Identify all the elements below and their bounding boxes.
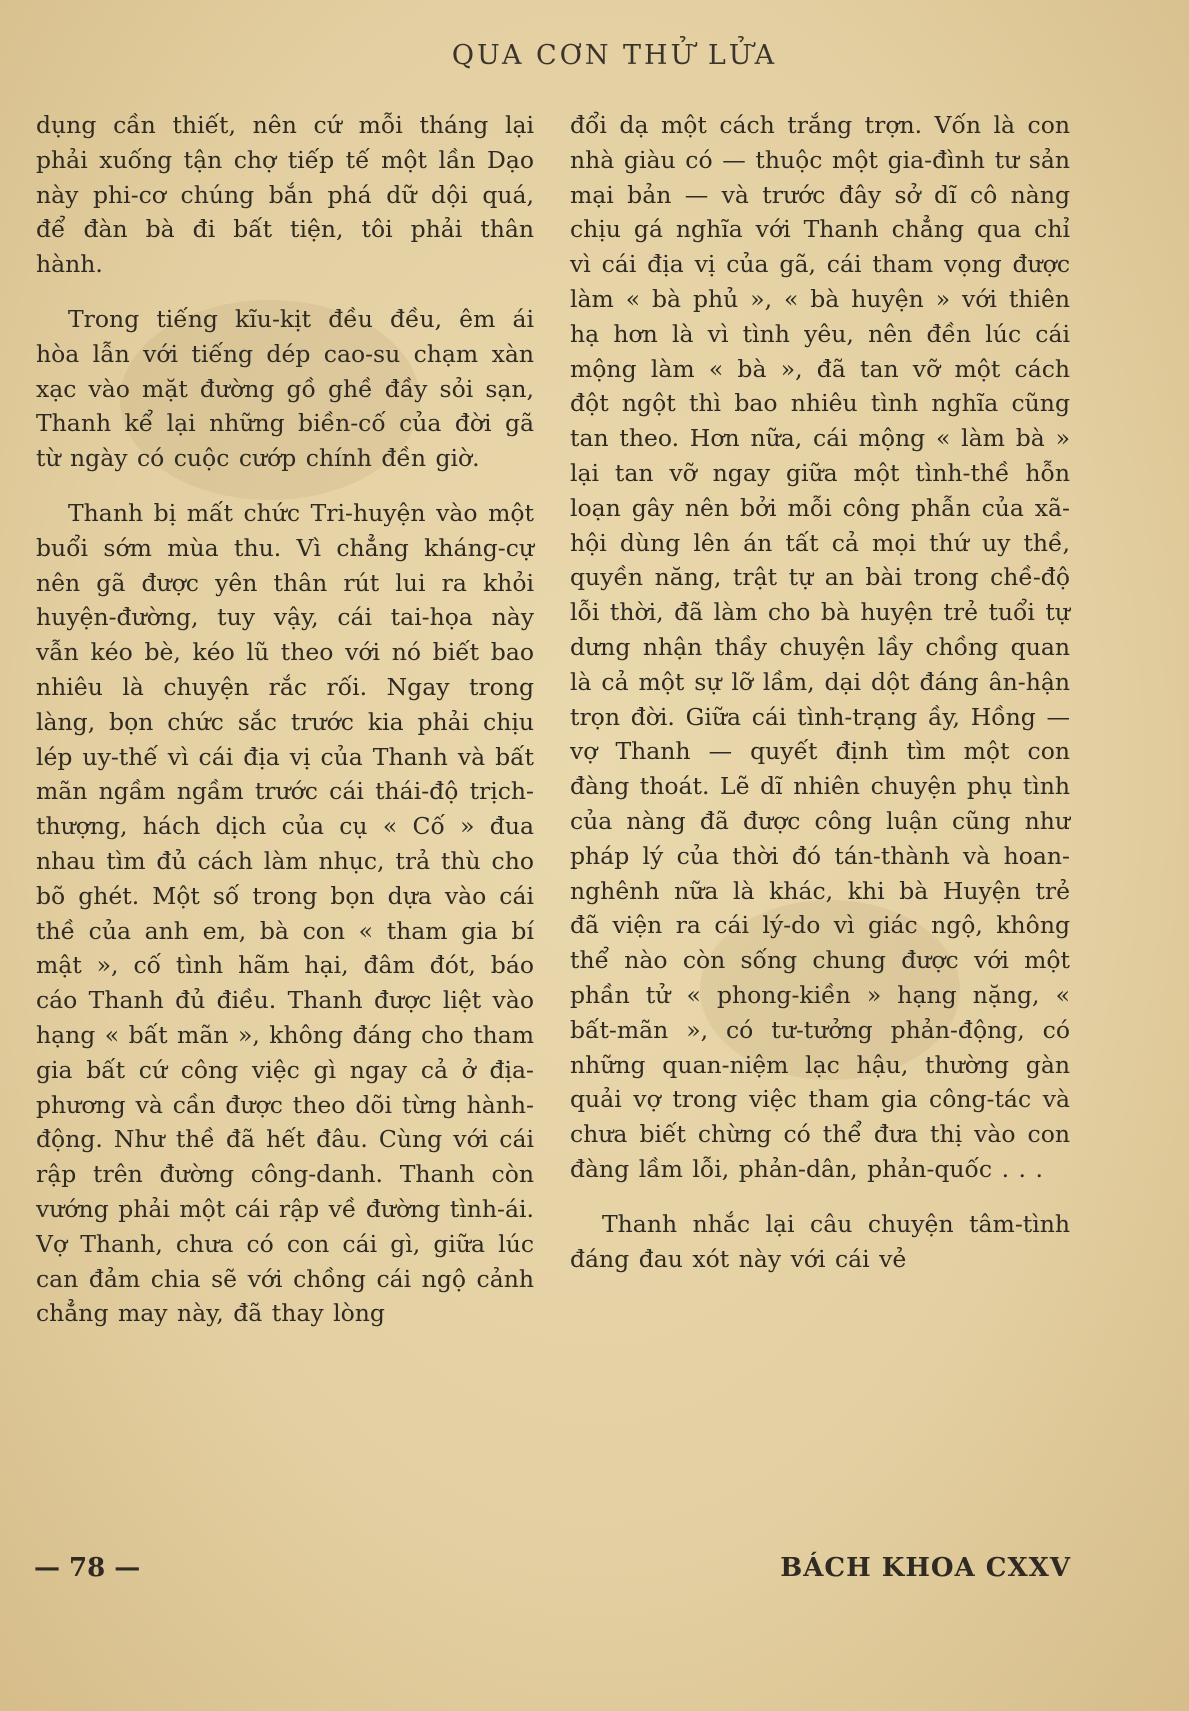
publication-name: BÁCH KHOA CXXV <box>780 1553 1071 1583</box>
paragraph: Thanh nhắc lại câu chuyện tâm-tình đáng đau xót này với cái vẻ <box>570 1209 1070 1273</box>
running-header: QUA CƠN THỬ LỬA <box>451 40 778 71</box>
paragraph: Thanh bị mất chức Tri-huyện vào một buổi sớm mùa thu. Vì chẳng kháng-cự nên gã được yên thân rút lui ra khỏi huyện-đường, tuy vậy, cái tai-họa này vẫn kéo bè, kéo lũ theo với nó biết bao nhiêu là chuyện rắc rối. Ngay trong làng, bọn chức sắc trước kia phải chịu lép uy-thế vì cái địa vị của Thanh và bất mãn ngầm ngầm trước cái thái-độ trịch-thượng, hách dịch của cụ « Cố » đua nhau tìm đủ cách làm nhục, trả thù cho bõ ghét. Một số trong bọn dựa vào cái thề của anh em, bà con « tham gia bí mật », cố tình hãm hại, đâm đót, báo cáo Thanh đủ điều. Thanh được liệt vào hạng « bất mãn », không đáng cho tham gia bất cứ công việc gì ngay cả ở địa-phương và cần được theo dõi từng hành-động. Như thề đã hết đâu. Cùng với cái rập trên đường công-danh. Thanh còn vướng phải một cái rập về đường tình-ái. Vợ Thanh, chưa có con cái gì, giữa lúc can đảm chia sẽ với chồng cái ngộ cảnh chẳng may này, đã thay lòng <box>36 498 534 1328</box>
page-number: — 78 — <box>34 1553 141 1583</box>
right-column <box>570 108 1070 1276</box>
left-column <box>36 108 534 1331</box>
paragraph: Trong tiếng kĩu-kịt đều đều, êm ái hòa lẫn với tiếng dép cao-su chạm xàn xạc vào mặt đường gồ ghề đầy sỏi sạn, Thanh kể lại những biền-cố của đời gã từ ngày có cuộc cướp chính đền giờ. <box>36 304 534 473</box>
paragraph: đổi dạ một cách trắng trợn. Vốn là con nhà giàu có — thuộc một gia-đình tư sản mại bản — và trước đây sở dĩ cô nàng chịu gá nghĩa với Thanh chẳng qua chỉ vì cái địa vị của gã, cái tham vọng được làm « bà phủ », « bà huyện » với thiên hạ hơn là vì tình yêu, nên đền lúc cái mộng làm « bà », đã tan vỡ một cách đột ngột thì bao nhiêu tình nghĩa cũng tan theo. Hơn nữa, cái mộng « làm bà » lại tan vỡ ngay giữa một tình-thề hỗn loạn gây nên bởi mỗi công phẫn của xã-hội dùng lên án tất cả mọi thứ uy thề, quyền năng, trật tự an bài trong chề-độ lỗi thời, đã làm cho bà huyện trẻ tuổi tự dưng nhận thầy chuyện lầy chồng quan là cả một sự lỡ lầm, dại dột đáng ân-hận trọn đời. Giữa cái tình-trạng ầy, Hồng — vợ Thanh — quyết định tìm một con đàng thoát. Lẽ dĩ nhiên chuyện phụ tình của nàng đã được công luận cũng như pháp lý của thời đó tán-thành và hoan-nghênh nữa là khác, khi bà Huyện trẻ đã viện ra cái lý-do vì giác ngộ, không thể nào còn sống chung được với một phần tử « phong-kiền » hạng nặng, « bất-mãn », có tư-tưởng phản-động, có những quan-niệm lạc hậu, thường gàn quải vợ trong việc tham gia công-tác và chưa biết chừng có thể đưa thị vào con đàng lầm lỗi, phản-dân, phản-quốc . . . <box>570 111 1070 1183</box>
paragraph: dụng cần thiết, nên cứ mỗi tháng lại phải xuống tận chợ tiếp tế một lần Dạo này phi-cơ chúng bắn phá dữ dội quá, để đàn bà đi bất tiện, tôi phải thân hành. <box>36 111 534 279</box>
